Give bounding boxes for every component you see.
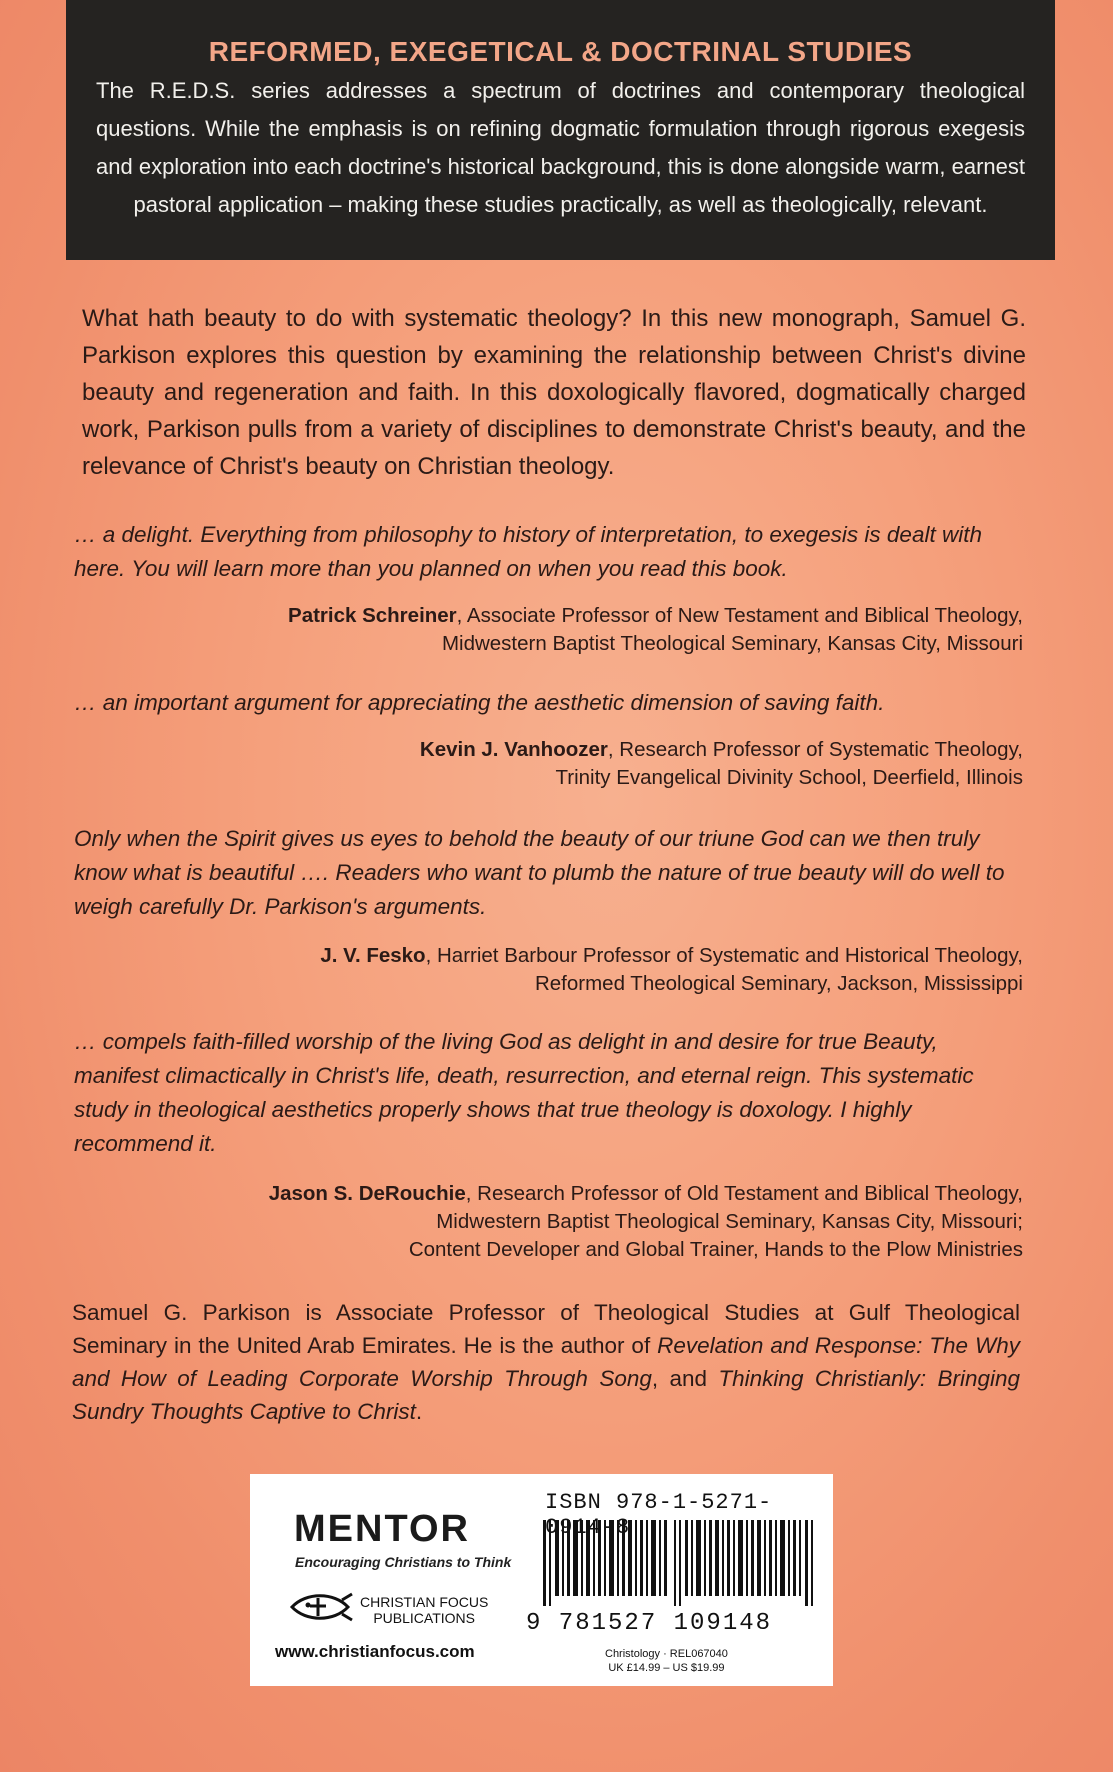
book-title: Thinking Christianly: Bringing Sundry Thoughts Captive to Christ <box>72 1366 1021 1424</box>
endorser-name: Kevin J. Vanhoozer <box>419 738 608 761</box>
book-title: Revelation and Response: The Why and How of Leading Corporate Worship Through Song <box>72 1333 1020 1391</box>
endorser-title: , Associate Professor of New Testament and Biblical Theology, <box>456 604 1023 627</box>
barcode-label <box>250 1474 833 1686</box>
endorser-institution: Midwestern Baptist Theological Seminary, Kansas City, Missouri <box>441 632 1023 655</box>
endorser-name: Jason S. DeRouchie <box>268 1182 466 1205</box>
endorser-title: , Research Professor of Systematic Theology, <box>607 738 1023 761</box>
endorser-name: Patrick Schreiner <box>288 604 457 627</box>
series-description: The R.E.D.S. series addresses a spectrum of doctrines and contemporary theological questions. While the emphasis is on refining dogmatic formulation through rigorous exegesis and exploration into each doctrine's historical background, this is done alongside warm, earnest pastoral application – making these studies practically, as well as theologically, relevant. <box>96 78 1025 217</box>
category-price <box>605 1647 728 1675</box>
endorser-name: J. V. Fesko <box>320 944 426 967</box>
isbn-text: ISBN 978-1-5271-0914-8 <box>545 1490 773 1540</box>
fish-icon <box>288 1590 354 1624</box>
price: UK £14.99 – US $19.99 <box>608 1662 725 1674</box>
endorser-institution: Reformed Theological Seminary, Jackson, Mississippi <box>534 972 1023 995</box>
endorsement-attribution <box>269 1180 1023 1264</box>
endorsement-attribution <box>420 736 1023 792</box>
author-bio <box>72 1296 1020 1428</box>
endorsement-quote: … an important argument for appreciating the aesthetic dimension of saving faith. <box>74 690 885 715</box>
series-box <box>66 0 1055 260</box>
bio-text: . <box>415 1399 423 1424</box>
category-code: Christology · REL067040 <box>605 1648 728 1660</box>
publisher-tagline: Encouraging Christians to Think <box>295 1554 512 1570</box>
endorser-institution: Midwestern Baptist Theological Seminary, Kansas City, Missouri; <box>436 1210 1023 1233</box>
publisher-website: www.christianfocus.com <box>275 1642 475 1661</box>
book-blurb: What hath beauty to do with systematic theology? In this new monograph, Samuel G. Parkison explores this question by examining the relationship between Christ's divine beauty and regeneration and faith. In this doxologically flavored, dogmatically charged work, Parkison pulls from a variety of disciplines to demonstrate Christ's beauty, and the relevance of Christ's beauty on Christian theology. <box>82 305 1026 480</box>
endorser-title: , Harriet Barbour Professor of Systematic and Historical Theology, <box>425 944 1023 967</box>
barcode <box>543 1520 815 1606</box>
barcode-number: 9 781527 109148 <box>526 1610 773 1637</box>
bio-text: , and <box>651 1366 719 1391</box>
series-title: REFORMED, EXEGETICAL & DOCTRINAL STUDIES <box>208 36 913 67</box>
endorsement-quote: Only when the Spirit gives us eyes to behold the beauty of our triune God can we then truly know what is beautiful …. Readers who want to plumb the nature of true beauty will do well to weigh carefully Dr. Parkison's arguments. <box>74 826 1005 919</box>
imprint-name: CHRISTIAN FOCUS PUBLICATIONS <box>360 1594 489 1626</box>
endorsement-attribution <box>288 602 1023 658</box>
endorser-title: , Research Professor of Old Testament and Biblical Theology, <box>465 1182 1023 1205</box>
endorsement-attribution <box>320 942 1023 998</box>
endorsement-quote: … compels faith-filled worship of the living God as delight in and desire for true Beauty, manifest climactically in Christ's life, death, resurrection, and eternal reign. This systematic study in theological aesthetics properly shows that true theology is doxology. I highly recommend it. <box>74 1029 974 1156</box>
bio-text: Samuel G. Parkison is Associate Professor of Theological Studies at Gulf Theological Seminary in the United Arab Emirates. He is the author of <box>72 1300 1020 1358</box>
endorser-affiliation: Content Developer and Global Trainer, Hands to the Plow Ministries <box>408 1238 1023 1261</box>
mentor-logo: MENTOR <box>294 1508 470 1550</box>
endorsement-quote: … a delight. Everything from philosophy to history of interpretation, to exegesis is dealt with here. You will learn more than you planned on when you read this book. <box>74 522 982 581</box>
endorser-institution: Trinity Evangelical Divinity School, Deerfield, Illinois <box>555 766 1023 789</box>
